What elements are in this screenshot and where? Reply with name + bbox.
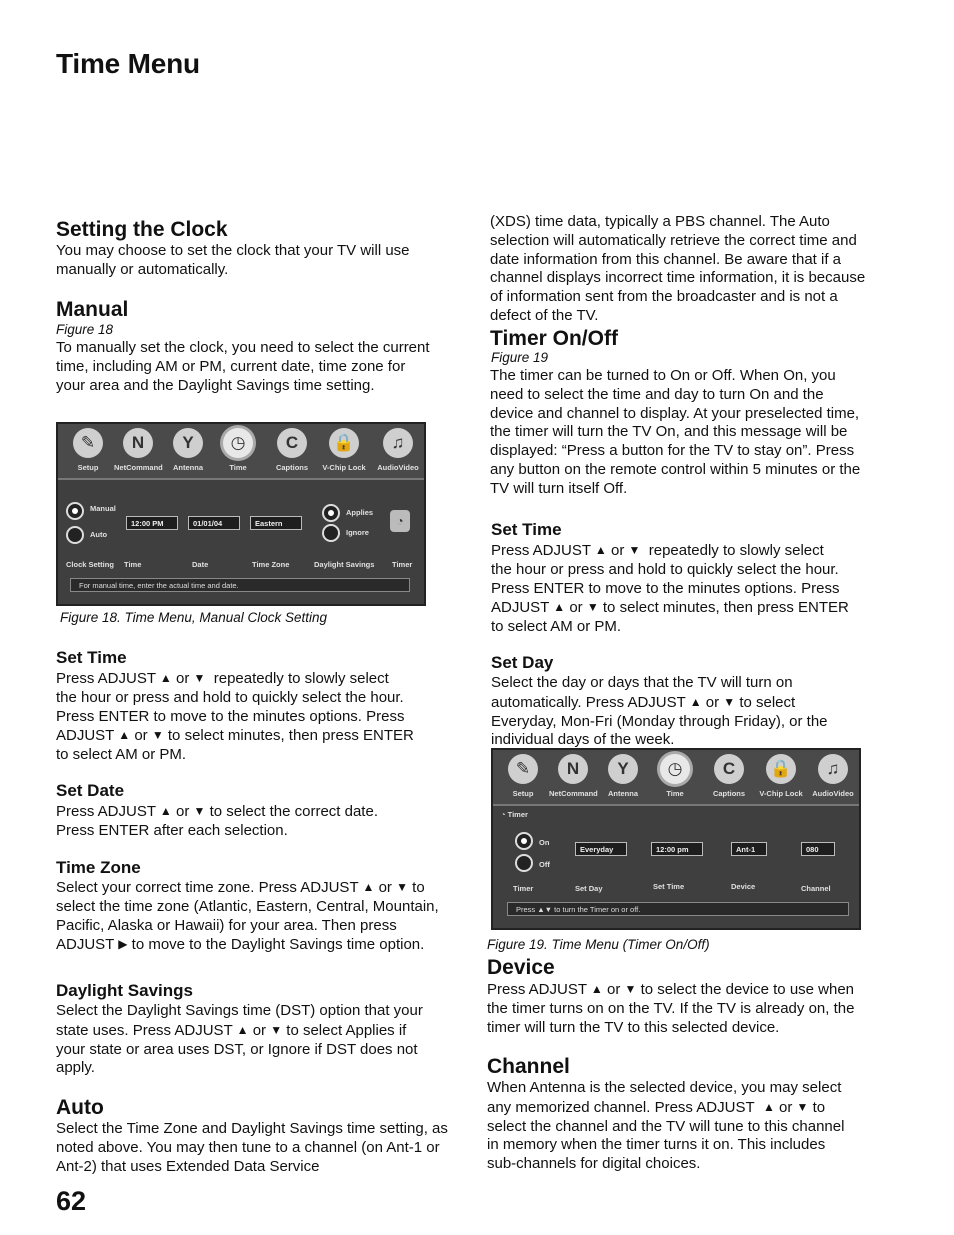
up-arrow-icon: ▲ xyxy=(236,1022,249,1037)
captions-icon: C xyxy=(714,754,744,784)
channel-text: When Antenna is the selected device, you may select any memorized channel. Press ADJUST ▲ or ▼ to select the channel and the TV will tune to this channel in memory when the timer turns it on. This includes sub-channels for digital choices. xyxy=(487,1079,845,1173)
netcommand-icon: N xyxy=(558,754,588,784)
day-field: Everyday xyxy=(575,842,627,856)
menu-item-antenna: Y Antenna xyxy=(164,424,212,478)
radio-ignore xyxy=(322,524,340,542)
time-field: 12:00 PM xyxy=(126,516,178,530)
heading-timer-onoff: Timer On/Off xyxy=(490,327,618,350)
clock-icon: ◷ xyxy=(660,754,690,784)
captions-icon: C xyxy=(277,428,307,458)
heading-auto: Auto xyxy=(56,1096,104,1119)
heading-manual: Manual xyxy=(56,298,129,321)
menu-item-antenna: Y Antenna xyxy=(599,750,647,804)
down-arrow-icon: ▼ xyxy=(396,880,408,894)
radio-off xyxy=(515,854,533,872)
up-arrow-icon: ▲ xyxy=(118,728,131,743)
label-set-time: Set Time xyxy=(653,882,685,891)
up-arrow-icon: ▲ xyxy=(762,1099,775,1114)
figure18-caption: Figure 18. Time Menu, Manual Clock Setting xyxy=(60,610,328,625)
audiovideo-icon: ♫ xyxy=(383,428,413,458)
right-arrow-icon: ▶ xyxy=(118,937,128,952)
radio-ignore-label: Ignore xyxy=(346,528,369,537)
down-arrow-icon: ▼ xyxy=(723,694,736,709)
screen18-hint: For manual time, enter the actual time and date. xyxy=(70,578,410,592)
device-field: Ant-1 xyxy=(731,842,767,856)
page-title: Time Menu xyxy=(56,48,200,79)
radio-auto-label: Auto xyxy=(90,530,108,539)
up-arrow-icon: ▲ xyxy=(594,543,607,557)
menu-item-captions: C Captions xyxy=(268,424,316,478)
up-arrow-icon: ▲ xyxy=(362,880,375,894)
label-daylight: Daylight Savings xyxy=(314,560,375,569)
set-time-field: 12:00 pm xyxy=(651,842,703,856)
antenna-icon: Y xyxy=(608,754,638,784)
menu-item-audiovideo: ♫ AudioVideo xyxy=(374,424,422,478)
set-date-text: Press ADJUST ▲ or ▼ to select the correct date. Press ENTER after each selection. xyxy=(56,803,378,839)
label-time-zone: Time Zone xyxy=(252,560,290,569)
down-arrow-icon: ▼ xyxy=(151,728,164,743)
heading-set-date: Set Date xyxy=(56,781,125,800)
menu-bar xyxy=(58,424,424,480)
set-day-text: Select the day or days that the TV will turn on automatically. Press ADJUST ▲ or ▼ to select Everyday, Mon-Fri (Monday through Friday), or the individual days of the week. xyxy=(491,674,828,749)
device-text: Press ADJUST ▲ or ▼ to select the device to use when the timer turns on on the TV. If the TV is already on, the timer will turn the TV to this selected device. xyxy=(487,981,855,1036)
up-arrow-icon: ▲ xyxy=(553,600,566,615)
menu-item-captions: C Captions xyxy=(705,750,753,804)
netcommand-icon: N xyxy=(123,428,153,458)
antenna-icon: Y xyxy=(173,428,203,458)
up-arrow-icon: ▲ xyxy=(159,804,172,818)
label-time: Time xyxy=(124,560,142,569)
menu-item-setup: ✎ Setup xyxy=(499,750,547,804)
radio-auto xyxy=(66,526,84,544)
auto-text: Select the Time Zone and Daylight Savings time setting, as noted above. You may then tune to a channel (on Ant-1 or Ant-2) that uses Extended Data Service xyxy=(56,1120,448,1175)
down-arrow-icon: ▼ xyxy=(193,671,206,685)
radio-applies xyxy=(322,504,340,522)
label-timer: Timer xyxy=(392,560,413,569)
heading-device: Device xyxy=(487,956,555,979)
lock-icon: 🔒 xyxy=(766,754,796,784)
radio-on-label: On xyxy=(539,838,550,847)
radio-off-label: Off xyxy=(539,860,550,869)
setup-icon: ✎ xyxy=(508,754,538,784)
up-arrow-icon: ▲ xyxy=(159,671,172,685)
menu-item-time: ◷ Time xyxy=(651,750,699,804)
figure-19-screen xyxy=(491,748,861,930)
figure19-caption: Figure 19. Time Menu (Timer On/Off) xyxy=(487,937,710,952)
menu-item-setup: ✎ Setup xyxy=(64,424,112,478)
down-arrow-icon: ▼ xyxy=(624,982,637,996)
date-field: 01/01/04 xyxy=(188,516,240,530)
menu-bar xyxy=(493,750,859,806)
setting-clock-text: You may choose to set the clock that your TV will use manually or automatically. xyxy=(56,242,410,278)
daylight-text: Select the Daylight Savings time (DST) option that your state uses. Press ADJUST ▲ or ▼ to select Applies if your state or area uses DST, or Ignore if DST does not apply. xyxy=(56,1002,423,1077)
lock-icon: 🔒 xyxy=(329,428,359,458)
down-arrow-icon: ▼ xyxy=(193,804,206,818)
heading-channel: Channel xyxy=(487,1055,570,1078)
menu-item-vchip: 🔒 V-Chip Lock xyxy=(757,750,805,804)
timer-section-label: ◔ Timer xyxy=(501,810,528,819)
timer-text: The timer can be turned to On or Off. When On, you need to select the time and day to turn On and the device and channel to display. At your preselected time, the timer will turn the TV On, and this message will be displayed: “Press a button for the TV to stay on”. Press any button on the remote control within 5 minutes or the TV will turn itself Off. xyxy=(490,367,861,497)
zone-field: Eastern xyxy=(250,516,302,530)
menu-item-time: ◷ Time xyxy=(214,424,262,478)
radio-applies-label: Applies xyxy=(346,508,374,517)
figure-18-screen xyxy=(56,422,426,606)
down-arrow-icon: ▼ xyxy=(628,543,641,557)
timer-figref: Figure 19 xyxy=(491,350,549,365)
menu-item-netcommand: N NetCommand xyxy=(549,750,597,804)
channel-field: 080 xyxy=(801,842,835,856)
heading-set-time-left: Set Time xyxy=(56,648,127,667)
label-channel: Channel xyxy=(801,884,831,893)
down-arrow-icon: ▼ xyxy=(586,600,599,615)
audiovideo-icon: ♫ xyxy=(818,754,848,784)
clock-icon: ◷ xyxy=(223,428,253,458)
down-arrow-icon: ▼ xyxy=(796,1099,809,1114)
screen19-hint: Press ▲▼ to turn the Timer on or off. xyxy=(507,902,849,916)
menu-item-vchip: 🔒 V-Chip Lock xyxy=(320,424,368,478)
set-time-left-text: Press ADJUST ▲ or ▼ repeatedly to slowly select the hour or press and hold to quickly select the hour. Press ENTER to move to the minutes options. Press ADJUST ▲ or ▼ to select minutes, then press ENTER to select AM or PM. xyxy=(56,670,414,764)
setup-icon: ✎ xyxy=(73,428,103,458)
down-arrow-icon: ▼ xyxy=(270,1022,283,1037)
label-date: Date xyxy=(192,560,209,569)
heading-setting-clock: Setting the Clock xyxy=(56,218,228,241)
menu-item-audiovideo: ♫ AudioVideo xyxy=(809,750,857,804)
up-arrow-icon: ▲ xyxy=(590,982,603,996)
heading-daylight-savings: Daylight Savings xyxy=(56,981,193,1000)
manual-text: To manually set the clock, you need to select the current time, including AM or PM, current date, time zone for your area and the Daylight Savings time setting. xyxy=(56,339,430,394)
page-number: 62 xyxy=(56,1186,87,1216)
time-zone-text: Select your correct time zone. Press ADJUST ▲ or ▼ to select the time zone (Atlantic, Eastern, Central, Mountain, Pacific, Alaska or Hawaii) for your area. Then press ADJUST ▶ to move to the Daylight Savings time option. xyxy=(56,879,439,954)
label-device: Device xyxy=(731,882,756,891)
auto-continued-text: (XDS) time data, typically a PBS channel. The Auto selection will automatically retrieve the correct time and date information from this channel. Be aware that if a channel displays incorrect time information, it is because of information sent from the broadcaster and is not a defect of the TV. xyxy=(490,213,866,324)
radio-manual-label: Manual xyxy=(90,504,116,513)
label-clock-setting: Clock Setting xyxy=(66,560,114,569)
label-set-day: Set Day xyxy=(575,884,603,893)
radio-on xyxy=(515,832,533,850)
timer-small-icon: ◔ xyxy=(501,810,508,819)
menu-item-netcommand: N NetCommand xyxy=(114,424,162,478)
heading-set-time-right: Set Time xyxy=(491,520,562,539)
set-time-right-text: Press ADJUST ▲ or ▼ repeatedly to slowly select the hour or press and hold to quickly select the hour. Press ENTER to move to the minutes options. Press ADJUST ▲ or ▼ to select minutes, then press ENTER to select AM or PM. xyxy=(491,542,849,636)
up-arrow-icon: ▲ xyxy=(689,694,702,709)
heading-time-zone: Time Zone xyxy=(56,858,141,877)
heading-set-day: Set Day xyxy=(491,653,554,672)
label-timer: Timer xyxy=(513,884,534,893)
radio-manual xyxy=(66,502,84,520)
timer-icon: ◔ xyxy=(390,510,410,532)
manual-figref: Figure 18 xyxy=(56,322,114,337)
